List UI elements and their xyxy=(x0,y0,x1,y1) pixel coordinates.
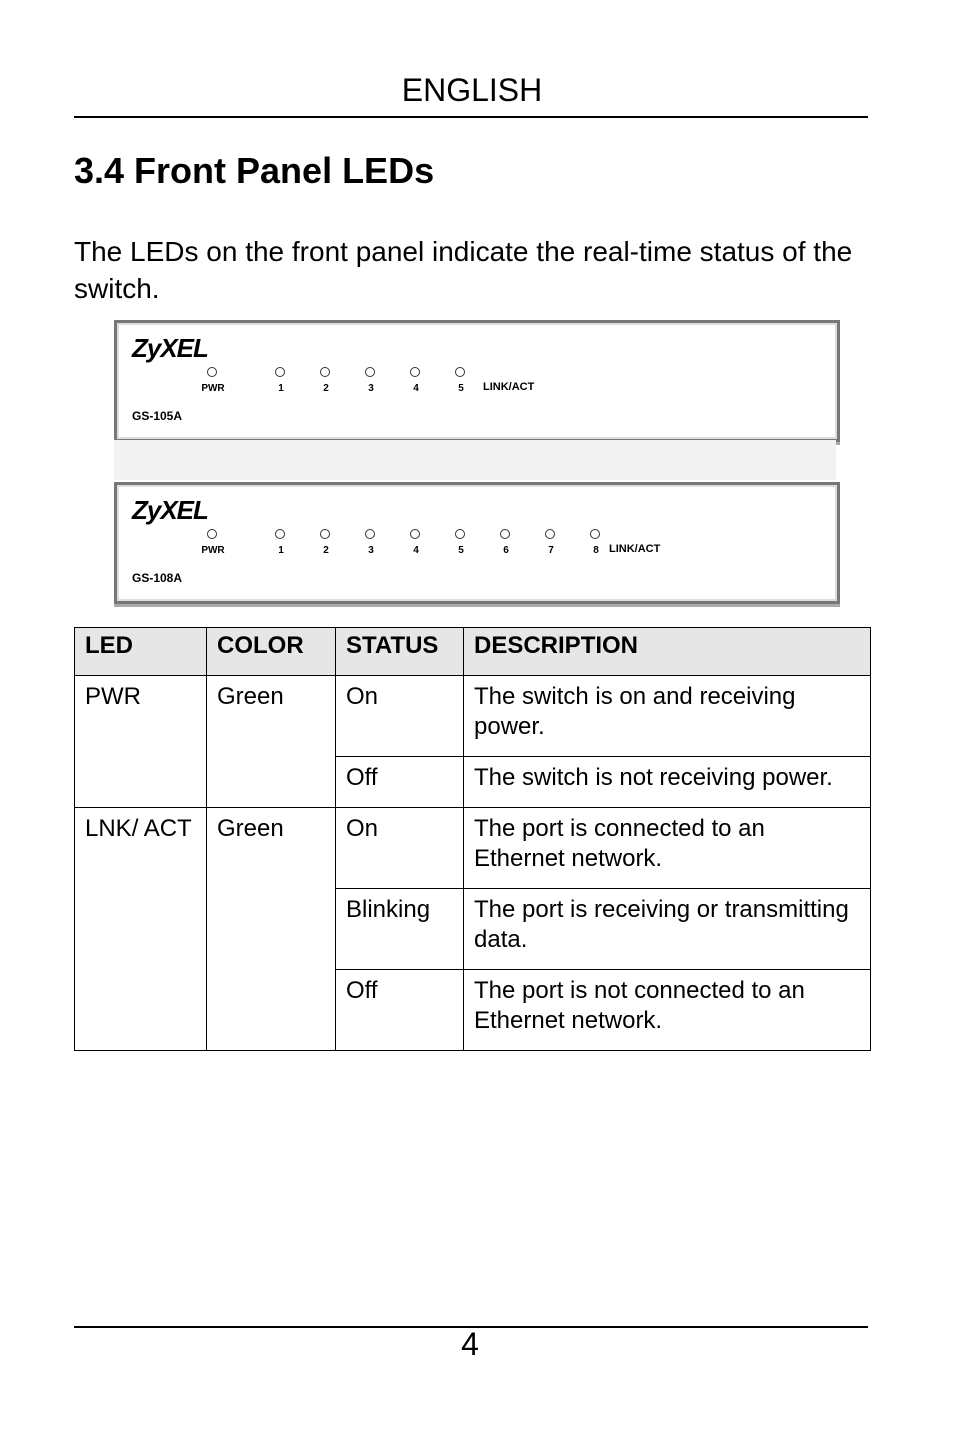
status-cell: Blinking xyxy=(336,889,464,970)
port-label: 2 xyxy=(323,383,329,394)
description-cell: The switch is not receiving power. xyxy=(464,757,871,808)
front-panel-gs108a xyxy=(114,482,840,604)
port-label: 4 xyxy=(413,545,419,556)
pwr-label: PWR xyxy=(201,383,225,394)
port-label: 5 xyxy=(458,383,464,394)
port-led-icon xyxy=(590,529,600,539)
port-led-icon xyxy=(410,529,420,539)
status-cell: Off xyxy=(336,970,464,1051)
page-header-language: ENGLISH xyxy=(401,72,543,108)
status-cell: On xyxy=(336,808,464,889)
header-divider xyxy=(74,116,868,118)
port-label: 5 xyxy=(458,545,464,556)
page-number: 4 xyxy=(461,1326,479,1362)
port-led-icon xyxy=(500,529,510,539)
model-label: GS-105A xyxy=(132,409,183,423)
description-cell: The port is connected to an Ethernet network. xyxy=(464,808,871,889)
linkact-label: LINK/ACT xyxy=(483,381,535,393)
section-title: 3.4 Front Panel LEDs xyxy=(74,150,435,191)
port-label: 7 xyxy=(548,545,554,556)
front-panel-gs105a xyxy=(114,320,840,442)
port-led-icon xyxy=(410,367,420,377)
status-cell: On xyxy=(336,676,464,757)
column-header-color: COLOR xyxy=(207,628,336,676)
description-cell: The port is receiving or transmitting data. xyxy=(464,889,871,970)
color-cell: Green xyxy=(207,808,336,1051)
port-led-icon xyxy=(365,529,375,539)
port-led-icon xyxy=(365,367,375,377)
column-header-status: STATUS xyxy=(336,628,464,676)
table-header-row xyxy=(75,628,871,676)
port-label: 8 xyxy=(593,545,599,556)
brand-logo: ZyXEL xyxy=(132,333,208,363)
column-header-description: DESCRIPTION xyxy=(464,628,871,676)
port-led-icon xyxy=(545,529,555,539)
port-led-icon xyxy=(455,367,465,377)
port-label: 1 xyxy=(278,545,284,556)
pwr-led-icon xyxy=(207,367,217,377)
port-label: 2 xyxy=(323,545,329,556)
led-cell: PWR xyxy=(75,676,207,808)
port-label: 3 xyxy=(368,545,374,556)
port-led-icon xyxy=(320,529,330,539)
pwr-led-icon xyxy=(207,529,217,539)
port-led-icon xyxy=(275,367,285,377)
port-led-icon xyxy=(320,367,330,377)
description-cell: The switch is on and receiving power. xyxy=(464,676,871,757)
port-label: 6 xyxy=(503,545,509,556)
column-header-led: LED xyxy=(75,628,207,676)
description-cell: The port is not connected to an Ethernet network. xyxy=(464,970,871,1051)
port-led-icon xyxy=(455,529,465,539)
led-status-table xyxy=(74,627,871,1051)
port-label: 3 xyxy=(368,383,374,394)
figure-gap xyxy=(114,440,836,480)
led-cell: LNK/ ACT xyxy=(75,808,207,1051)
linkact-label: LINK/ACT xyxy=(609,543,661,555)
port-led-icon xyxy=(275,529,285,539)
color-cell: Green xyxy=(207,676,336,808)
brand-logo: ZyXEL xyxy=(132,495,208,525)
port-label: 4 xyxy=(413,383,419,394)
pwr-label: PWR xyxy=(201,545,225,556)
status-cell: Off xyxy=(336,757,464,808)
intro-paragraph: The LEDs on the front panel indicate the real-time status of the switch. xyxy=(74,236,853,304)
port-label: 1 xyxy=(278,383,284,394)
table-row xyxy=(75,676,871,757)
table-row xyxy=(75,808,871,889)
model-label: GS-108A xyxy=(132,571,183,585)
